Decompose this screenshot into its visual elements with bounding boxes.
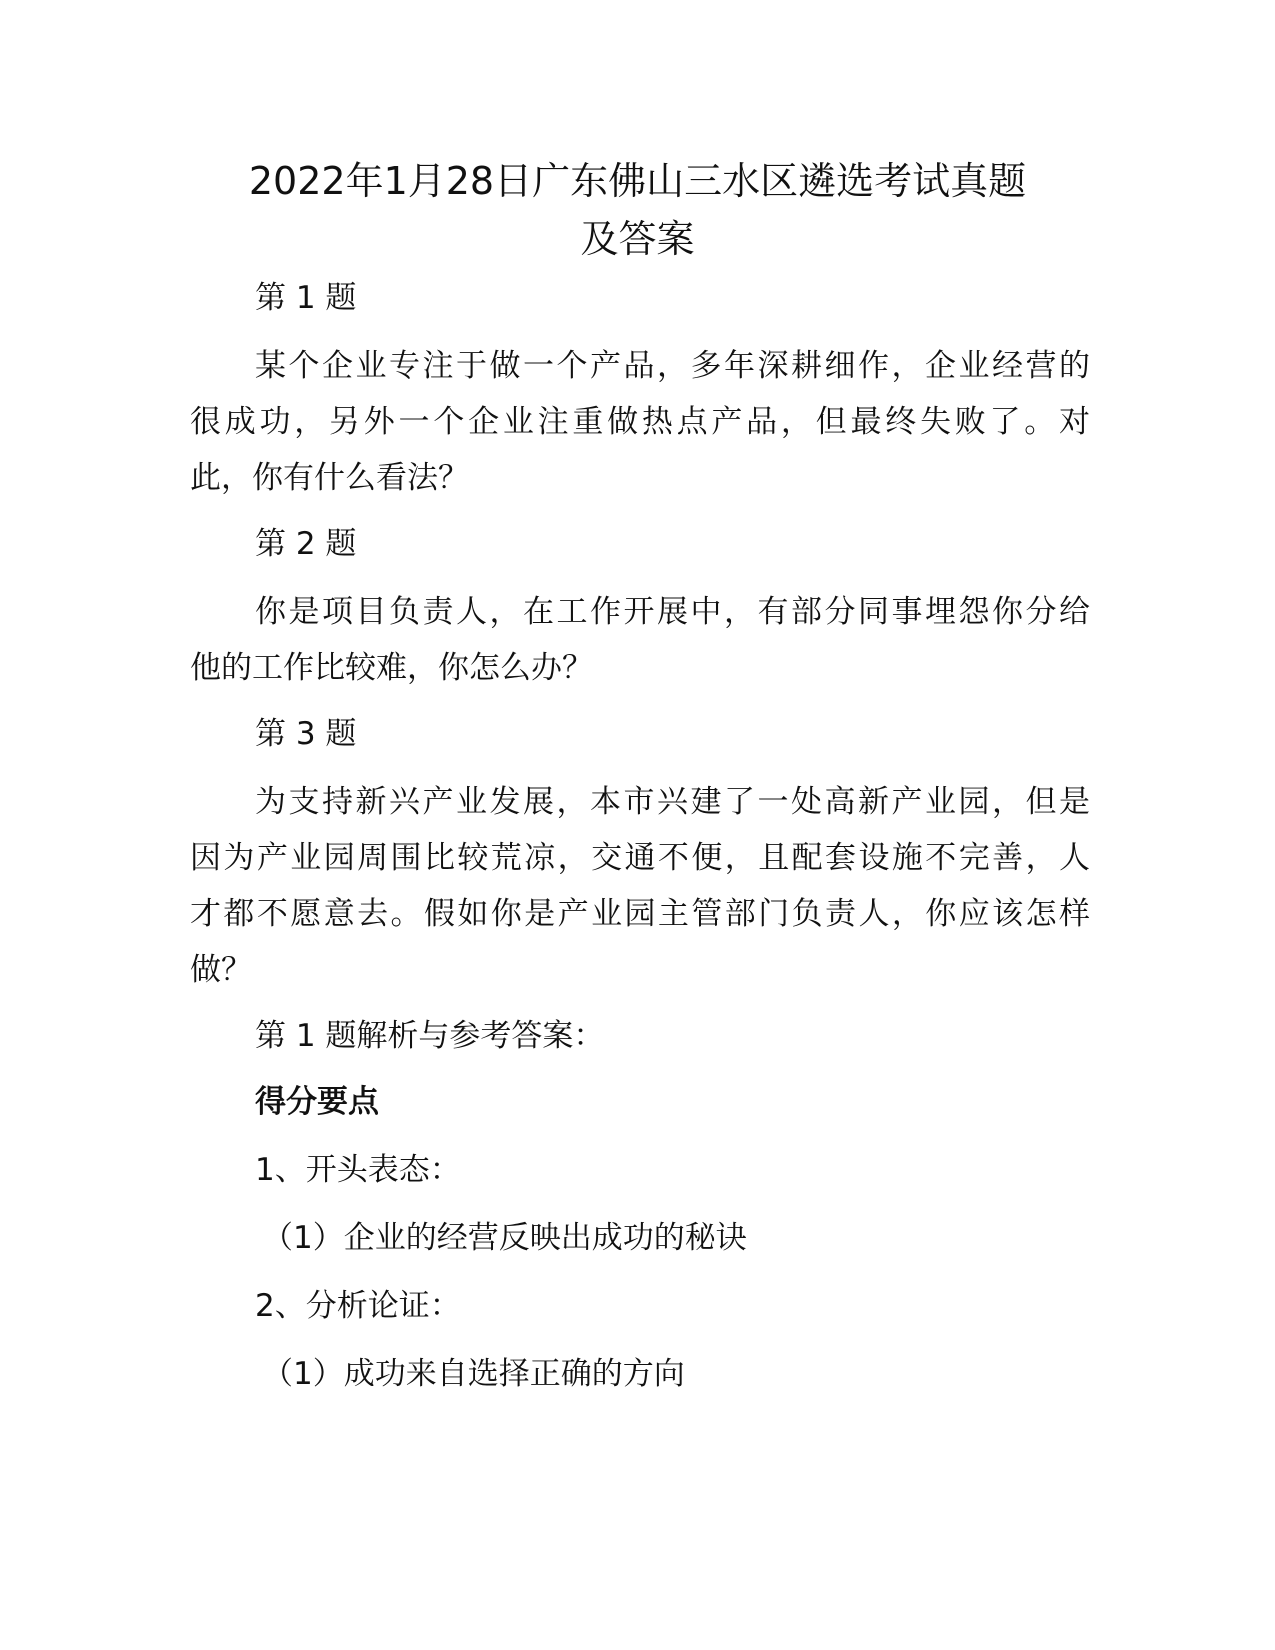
question-3-line-3: 才都不愿意去。假如你是产业园主管部门负责人，你应该怎样: [190, 896, 1090, 932]
point-1-sub-1: （1）企业的经营反映出成功的秘诀: [262, 1220, 747, 1256]
scoring-points-heading: 得分要点: [255, 1084, 379, 1120]
document-title: [160, 152, 1115, 268]
point-2-sub-1: （1）成功来自选择正确的方向: [262, 1356, 685, 1392]
question-1-line-1: 某个企业专注于做一个产品，多年深耕细作，企业经营的: [255, 348, 1090, 384]
question-1-line-2: 很成功，另外一个企业注重做热点产品，但最终失败了。对: [190, 404, 1090, 440]
question-3-line-4: 做？: [190, 952, 252, 988]
point-2: 2、分析论证：: [255, 1288, 461, 1324]
answer-1-heading: 第 1 题解析与参考答案：: [255, 1018, 605, 1054]
question-1-line-3: 此，你有什么看法？: [190, 460, 469, 496]
point-1: 1、开头表态：: [255, 1152, 461, 1188]
question-2-line-2: 他的工作比较难，你怎么办？: [190, 650, 593, 686]
question-1-heading: 第 1 题: [255, 280, 357, 316]
question-3-line-2: 因为产业园周围比较荒凉，交通不便，且配套设施不完善，人: [190, 840, 1090, 876]
question-2-heading: 第 2 题: [255, 526, 357, 562]
question-3-heading: 第 3 题: [255, 716, 357, 752]
question-3-line-1: 为支持新兴产业发展，本市兴建了一处高新产业园，但是: [255, 784, 1090, 820]
title-line-1: 2022年1月28日广东佛山三水区遴选考试真题: [248, 159, 1027, 203]
question-2-line-1: 你是项目负责人，在工作开展中，有部分同事埋怨你分给: [255, 594, 1090, 630]
title-line-2: 及答案: [580, 217, 695, 261]
